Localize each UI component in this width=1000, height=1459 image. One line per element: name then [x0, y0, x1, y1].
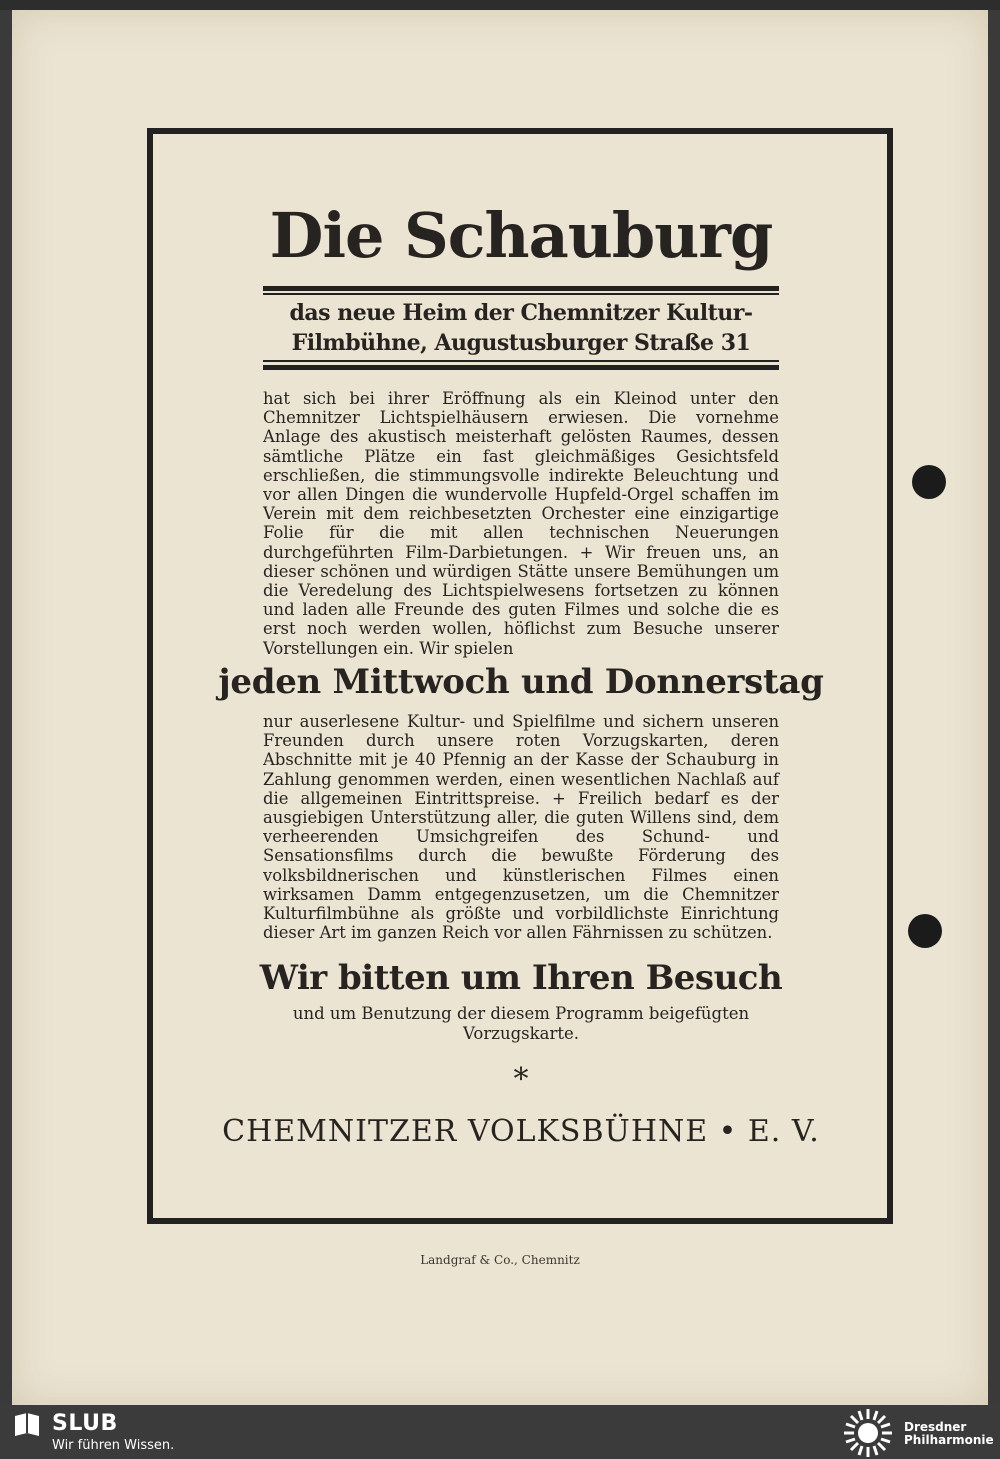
slub-logo-icon: [12, 1410, 42, 1440]
call-to-action-heading: Wir bitten um Ihren Besuch: [259, 958, 783, 998]
slub-tagline: Wir führen Wissen.: [52, 1438, 175, 1453]
philharmonie-logo-icon: [842, 1407, 894, 1459]
footer-bar: [0, 1405, 1000, 1457]
divider-rule: [263, 365, 779, 370]
philharmonie-line: Dresdner: [904, 1420, 967, 1434]
asterisk-ornament: *: [513, 1062, 529, 1097]
divider-rule: [263, 293, 779, 295]
call-to-action-note: und um Benutzung der diesem Programm beigefügten Vorzugskarte.: [292, 1004, 750, 1043]
page-title: Die Schauburg: [269, 199, 773, 272]
subtitle: [263, 298, 779, 358]
divider-rule: [263, 360, 779, 362]
divider-rule: [263, 286, 779, 291]
punch-hole-lower: [908, 914, 942, 948]
body-paragraph-1: hat sich bei ihrer Eröffnung als ein Kleinod unter den Chemnitzer Lichtspielhäusern erwiesen. Die vornehme Anlage des akustisch meisterhaft gelösten Raumes, dessen sämtliche Plätze ein fast gleichmäßiges Gesichtsfeld erschließen, die stimmungsvolle indirekte Beleuchtung und vor allen Dingen die wundervolle Hupfeld-Orgel schaffen im Verein mit dem reichbesetzten Orchester eine einzigartige Folie für die mit allen technischen Neuerungen durchgeführten Film-Darbietungen. + Wir freuen uns, an dieser schönen und würdigen Stätte unsere Bemühungen um die Veredelung des Lichtspielwesens fortsetzen zu können und laden alle Freunde des guten Filmes und solche die es erst noch werden wollen, höflichst zum Besuche unserer Vorstellungen ein. Wir spielen: [263, 389, 779, 658]
subtitle-line: das neue Heim der Chemnitzer Kultur-: [289, 300, 753, 326]
philharmonie-line: Philharmonie: [904, 1433, 994, 1447]
advertisement-frame: [147, 128, 893, 1224]
philharmonie-name: [904, 1421, 994, 1447]
punch-hole-upper: [912, 465, 946, 499]
slub-name: SLUB: [52, 1411, 118, 1436]
scan-border: [0, 0, 1000, 10]
highlight-heading: jeden Mittwoch und Donnerstag: [218, 662, 824, 702]
body-paragraph-2: nur auserlesene Kultur- und Spielfilme und sichern unseren Freunden durch unsere roten Vorzugskarten, deren Abschnitte mit je 40 Pfennig an der Kasse der Schauburg in Zahlung genommen werden, einen wesentlichen Nachlaß auf die allgemeinen Eintrittspreise. + Freilich bedarf es der ausgiebigen Unterstützung aller, die guten Willens sind, dem verheerenden Umsichgreifen des Schund- und Sensationsfilms durch die bewußte Förderung des volksbildnerischen und künstlerischen Filmes einen wirksamen Damm entgegenzusetzen, um die Chemnitzer Kulturfilmbühne als größte und vorbildlichste Einrichtung dieser Art im ganzen Reich vor allen Fährnissen zu schützen.: [263, 712, 779, 943]
printer-imprint: Landgraf & Co., Chemnitz: [420, 1253, 580, 1267]
subtitle-line: Filmbühne, Augustusburger Straße 31: [291, 330, 751, 356]
signature: CHEMNITZER VOLKSBÜHNE • E. V.: [222, 1114, 820, 1149]
